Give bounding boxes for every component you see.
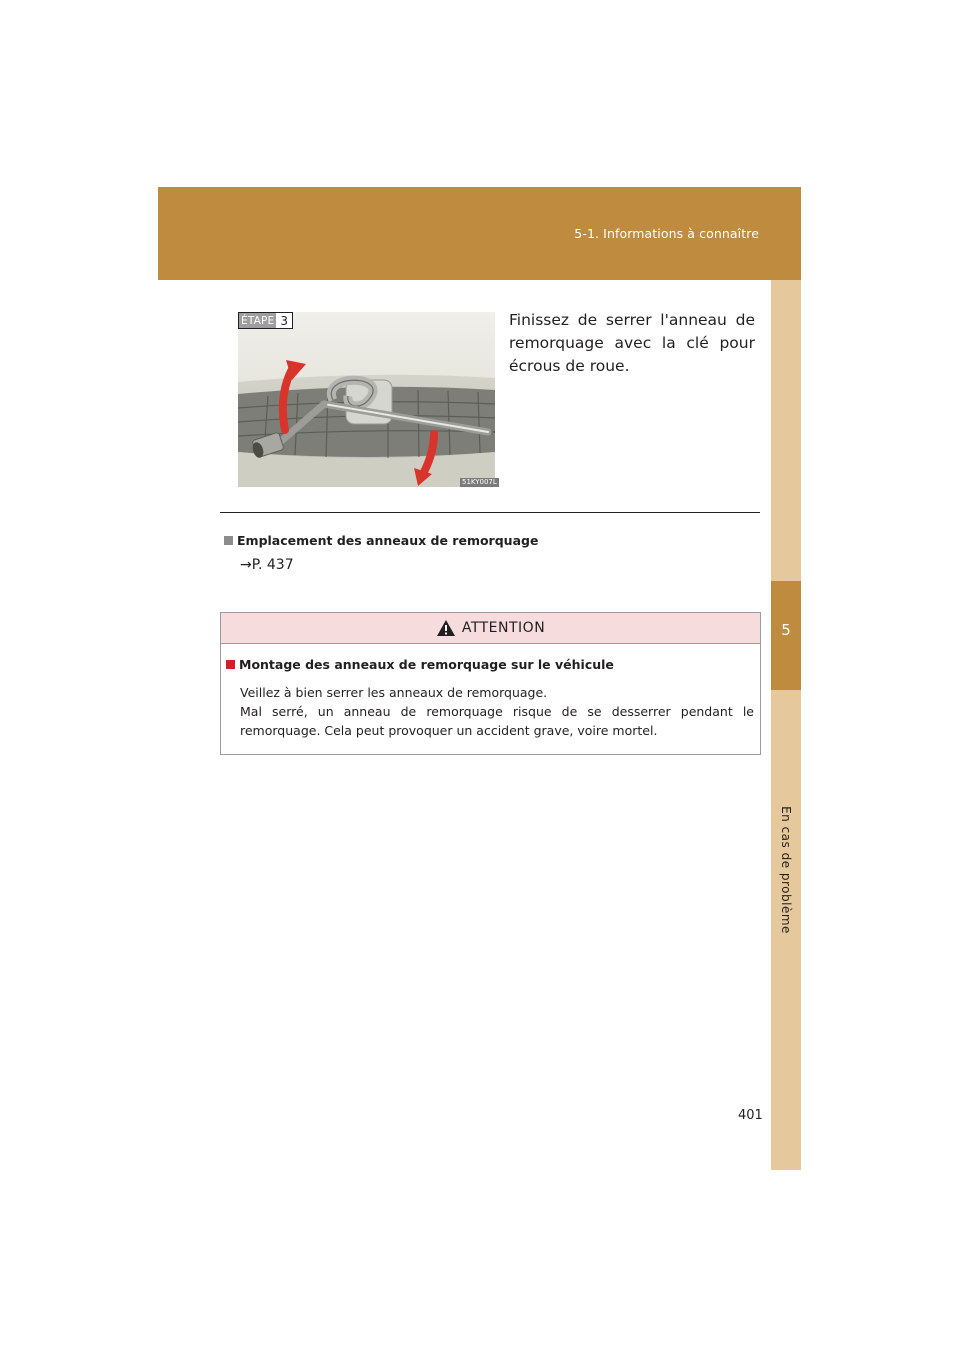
warning-heading: [226, 657, 614, 672]
info-heading-text: Emplacement des anneaux de remorquage: [237, 533, 539, 548]
side-strip: [771, 280, 801, 1170]
warning-line-1: Veillez à bien serrer les anneaux de remorquage.: [240, 685, 548, 700]
info-heading: [224, 533, 538, 548]
warning-text: [240, 683, 754, 740]
figure-code: 51KY007L: [462, 478, 497, 486]
figure-illustration: [238, 312, 495, 487]
chapter-number: 5: [781, 621, 791, 639]
warning-header: [221, 613, 760, 644]
square-bullet-icon: [224, 536, 233, 545]
warning-heading-text: Montage des anneaux de remorquage sur le véhicule: [239, 657, 614, 672]
header-band: [158, 187, 801, 280]
page-reference-link[interactable]: →P. 437: [240, 557, 294, 573]
page-number: 401: [738, 1108, 763, 1123]
section-divider: [220, 512, 760, 513]
warning-line-2: Mal serré, un anneau de remorquage risque de se desserrer pendant le remorquage. Cela peut provoquer un accident grave, voire mortel.: [240, 704, 754, 738]
square-bullet-icon: [226, 660, 235, 669]
step-instruction: Finissez de serrer l'anneau de remorquage avec la clé pour écrous de roue.: [509, 311, 755, 375]
warning-box: [220, 612, 761, 755]
step-label: [238, 312, 293, 329]
chapter-tab: [771, 581, 801, 690]
warning-triangle-icon: [436, 619, 456, 637]
warning-title: ATTENTION: [461, 620, 546, 636]
section-title: 5-1. Informations à connaître: [574, 226, 759, 241]
chapter-title: En cas de problème: [779, 806, 793, 934]
step-word: ÉTAPE: [241, 314, 275, 327]
step-number: 3: [280, 313, 289, 328]
figure-tow-hook: [238, 312, 495, 487]
